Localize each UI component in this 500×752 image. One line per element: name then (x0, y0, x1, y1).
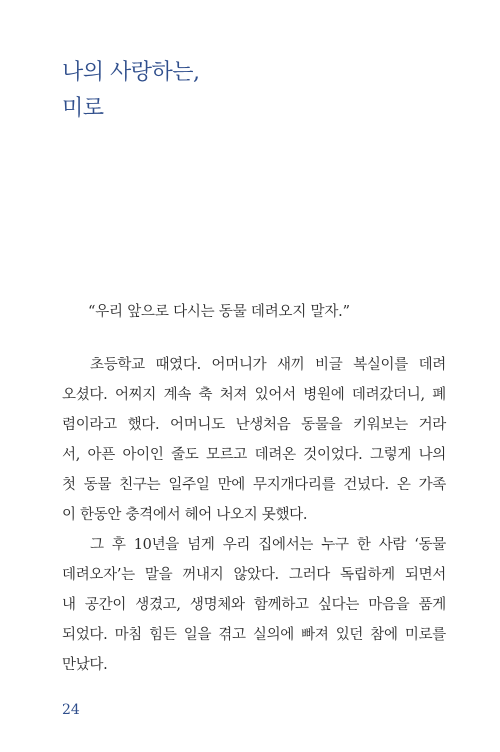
paragraph-1 (62, 350, 446, 530)
paragraph-line: 렴이라고 했다. 어머니도 난생처음 동물을 키워보는 거라 (62, 417, 446, 433)
chapter-title (62, 55, 200, 127)
paragraph-line: 그 후 10년을 넘게 우리 집에서는 누구 한 사람 ‘동물 (90, 537, 446, 553)
paragraph-line: 오셨다. 어찌지 계속 축 처져 있어서 병원에 데려갔더니, 폐 (62, 387, 446, 403)
paragraph-line: 되었다. 마침 힘든 일을 겪고 실의에 빠져 있던 참에 미로를 (62, 627, 446, 643)
paragraph-line: 이 한동안 충격에서 헤어 나오지 못했다. (62, 507, 308, 523)
paragraph-line: 초등학교 때였다. 어머니가 새끼 비글 복실이를 데려 (90, 357, 446, 373)
opening-quote: “우리 앞으로 다시는 동물 데려오지 말자.” (88, 304, 350, 320)
chapter-title-line-1: 나의 사랑하는, (62, 60, 200, 85)
paragraph-line: 데려오자’는 말을 꺼내지 않았다. 그러다 독립하게 되면서 (62, 567, 446, 583)
page-number: 24 (62, 702, 80, 718)
paragraph-line: 첫 동물 친구는 일주일 만에 무지개다리를 건넜다. 온 가족 (62, 477, 446, 493)
body-text (62, 350, 446, 680)
paragraph-line: 만났다. (62, 657, 108, 673)
chapter-title-line-2: 미로 (62, 96, 104, 121)
paragraph-line: 서, 아픈 아이인 줄도 모르고 데려온 것이었다. 그렇게 나의 (62, 447, 446, 463)
paragraph-line: 내 공간이 생겼고, 생명체와 함께하고 싶다는 마음을 품게 (62, 597, 446, 613)
paragraph-2 (62, 530, 446, 680)
